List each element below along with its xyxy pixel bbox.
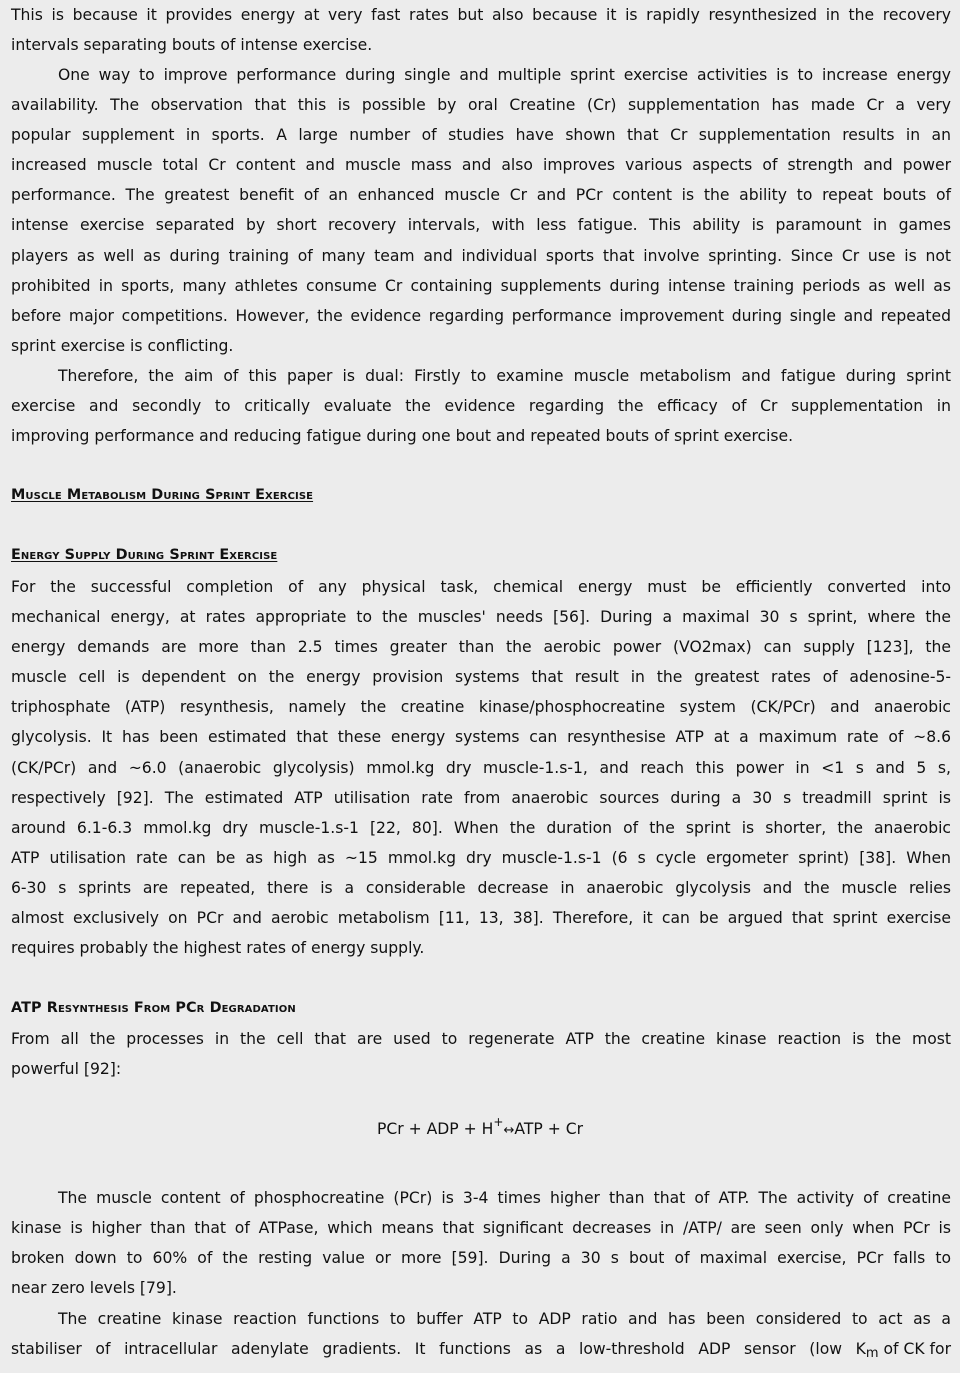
text-line: From all the processes in the cell that are used to regenerate ATP the creatine kinase reaction is the most bbox=[11, 1030, 951, 1048]
text-line: intense exercise separated by short recovery intervals, with less fatigue. This ability is paramount in games bbox=[11, 216, 951, 235]
text-fragment: stabiliser of intracellular adenylate gradients. It functions as a low-threshold ADP sensor (low K bbox=[11, 1340, 866, 1359]
text-line: popular supplement in sports. A large number of studies have shown that Cr supplementation results in an bbox=[11, 126, 951, 145]
equation-right: ATP + Cr bbox=[514, 1120, 584, 1139]
text-line: improving performance and reducing fatigue during one bout and repeated bouts of sprint exercise. bbox=[11, 427, 794, 446]
text-line: triphosphate (ATP) resynthesis, namely the creatine kinase/phosphocreatine system (CK/PCr) and anaerobic bbox=[11, 698, 951, 717]
text-line: kinase is higher than that of ATPase, which means that significant decreases in /ATP/ are seen only when PCr is bbox=[11, 1219, 951, 1238]
text-line: near zero levels [79]. bbox=[11, 1279, 177, 1298]
text-line: requires probably the highest rates of energy supply. bbox=[11, 939, 425, 958]
creatine-kinase-equation bbox=[0, 1117, 960, 1161]
text-line: around 6.1-6.3 mmol.kg dry muscle-1.s-1 [22, 80]. When the duration of the sprint is shorter, the anaerobic bbox=[11, 818, 951, 837]
text-line: energy demands are more than 2.5 times greater than the aerobic power (VO2max) can supply [123], the bbox=[11, 638, 951, 657]
text-line: exercise and secondly to critically evaluate the evidence regarding the efficacy of Cr supplementation in bbox=[11, 397, 951, 416]
text-fragment: of CK for bbox=[878, 1340, 951, 1359]
text-line: powerful [92]: bbox=[11, 1060, 122, 1079]
equation-left: PCr + ADP + H bbox=[376, 1120, 494, 1139]
text-line: broken down to 60% of the resting value or more [59]. During a 30 s bout of maximal exercise, PCr falls to bbox=[11, 1249, 951, 1268]
text-line: before major competitions. However, the evidence regarding performance improvement during single and repeated bbox=[11, 306, 951, 325]
text-line: For the successful completion of any physical task, chemical energy must be efficiently converted into bbox=[11, 578, 951, 596]
paragraph-improve-performance bbox=[11, 60, 951, 361]
text-line: ATP utilisation rate can be as high as ~15 mmol.kg dry muscle-1.s-1 (6 s cycle ergometer sprint) [38]. When bbox=[11, 848, 951, 867]
paragraph-pcr-content bbox=[11, 1183, 951, 1303]
subsection-heading-energy-supply: Energy Supply During Sprint Exercise bbox=[11, 547, 278, 563]
text-line: The muscle content of phosphocreatine (PCr) is 3-4 times higher than that of ATP. The activity of creatine bbox=[58, 1189, 951, 1207]
paragraph-intro bbox=[11, 0, 951, 60]
paragraph-ck-reaction bbox=[11, 1304, 951, 1364]
text-line: Therefore, the aim of this paper is dual: Firstly to examine muscle metabolism and fatigue during sprint bbox=[58, 367, 951, 385]
subsection-heading-atp-resynthesis: ATP Resynthesis From PCr Degradation bbox=[11, 1000, 296, 1016]
text-line: prohibited in sports, many athletes consume Cr containing supplements during intense training periods as well as bbox=[11, 276, 951, 295]
km-subscript: m bbox=[865, 1346, 879, 1362]
text-line: players as well as during training of many team and individual sports that involve sprinting. Since Cr use is not bbox=[11, 246, 951, 265]
text-line: availability. The observation that this is possible by oral Creatine (Cr) supplementation has made Cr a very bbox=[11, 96, 951, 115]
text-line: This is because it provides energy at very fast rates but also because it is rapidly resynthesized in the recovery bbox=[11, 6, 951, 24]
text-line: One way to improve performance during single and multiple sprint exercise activities is to increase energy bbox=[58, 66, 951, 84]
equilibrium-arrow-icon: ↔ bbox=[503, 1123, 515, 1139]
text-line: performance. The greatest benefit of an enhanced muscle Cr and PCr content is the ability to repeat bouts of bbox=[11, 186, 951, 205]
text-line: mechanical energy, at rates appropriate to the muscles' needs [56]. During a maximal 30 s sprint, where the bbox=[11, 608, 951, 627]
text-line: respectively [92]. The estimated ATP utilisation rate from anaerobic sources during a 30 s treadmill sprint is bbox=[11, 788, 951, 807]
text-line: almost exclusively on PCr and aerobic metabolism [11, 13, 38]. Therefore, it can be argued that sprint exercise bbox=[11, 909, 951, 928]
text-line: 6-30 s sprints are repeated, there is a considerable decrease in anaerobic glycolysis and the muscle relies bbox=[11, 878, 951, 897]
text-line: increased muscle total Cr content and muscle mass and also improves various aspects of strength and power bbox=[11, 156, 951, 175]
text-line bbox=[11, 1334, 951, 1364]
equation-superscript: + bbox=[493, 1115, 504, 1129]
text-line: glycolysis. It has been estimated that these energy systems can resynthesise ATP at a maximum rate of ~8.6 bbox=[11, 728, 951, 747]
section-heading-muscle-metabolism: Muscle Metabolism During Sprint Exercise bbox=[11, 487, 314, 503]
paragraph-energy-supply bbox=[11, 572, 951, 963]
paragraph-aim bbox=[11, 361, 951, 451]
text-line: The creatine kinase reaction functions to buffer ATP to ADP ratio and has been considered to act as a bbox=[58, 1310, 951, 1328]
text-line: muscle cell is dependent on the energy provision systems that result in the greatest rates of adenosine-5- bbox=[11, 668, 951, 687]
paragraph-atp-resynthesis bbox=[11, 1024, 951, 1084]
text-line: sprint exercise is conflicting. bbox=[11, 336, 234, 355]
text-line: (CK/PCr) and ~6.0 (anaerobic glycolysis) mmol.kg dry muscle-1.s-1, and reach this power in <1 s and 5 s, bbox=[11, 758, 951, 777]
text-line: intervals separating bouts of intense exercise. bbox=[11, 36, 373, 55]
